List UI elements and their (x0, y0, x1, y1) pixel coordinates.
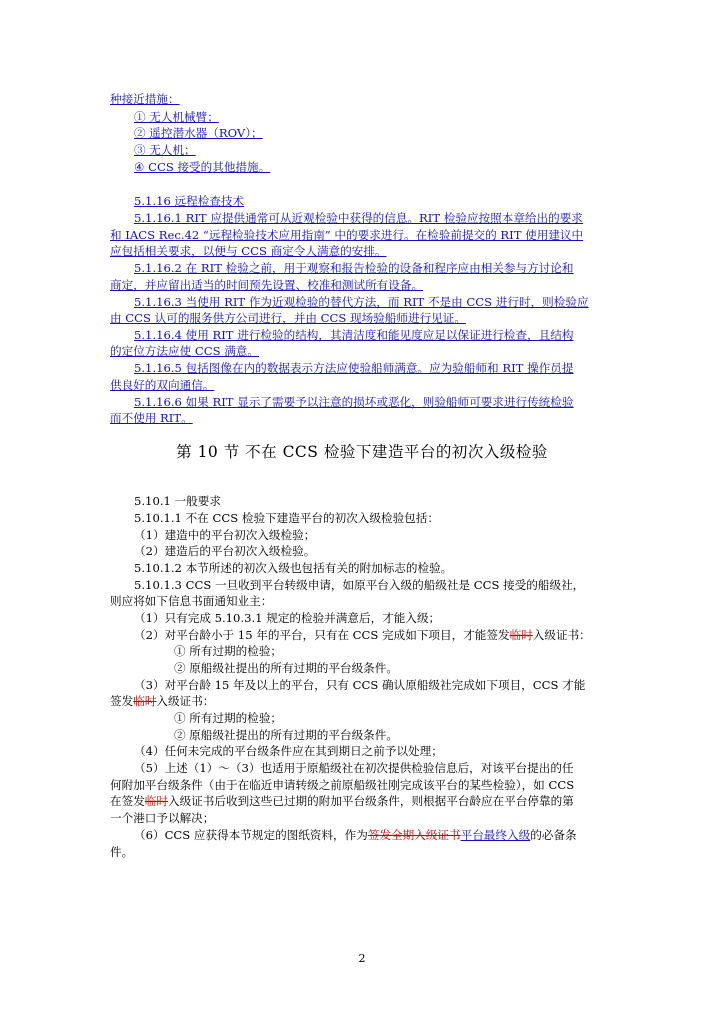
page-number: 2 (358, 952, 366, 965)
text-run: （5）上述（1）～（3）也适用于原船级社在初次提供检验信息后，对该平台提出的任 (134, 761, 574, 775)
text-run: ① 所有过期的检验； (174, 644, 283, 658)
text-run: ① 所有过期的检验； (174, 711, 283, 725)
text-line (134, 294, 638, 310)
text-line (134, 627, 638, 643)
text-line (134, 610, 638, 626)
text-line (174, 643, 678, 659)
inserted-text: 5.1.16 远程检查技术 (134, 194, 245, 208)
text-run: 入级证书： (156, 694, 215, 708)
inserted-text: 5.1.16.1 RIT 应提供通常可从近观检验中获得的信息。RIT 检验应按照本章给出的要求 (134, 211, 583, 225)
text-run: （2）对平台龄小于 15 年的平台，只有在 CCS 完成如下项目，才能签发 (134, 628, 510, 642)
text-line (134, 560, 638, 576)
text-line (134, 493, 638, 509)
text-line (110, 777, 614, 793)
inserted-text: 应包括相关要求，以便与 CCS 商定令人满意的安排。 (110, 244, 387, 258)
text-line (134, 543, 638, 559)
text-run: （1）只有完成 5.10.3.1 规定的检验并满意后，才能入级； (134, 611, 441, 625)
deleted-text: 签发全期入级证书 (367, 828, 461, 842)
text-run: 件。 (110, 845, 134, 859)
text-line (174, 710, 678, 726)
text-run: 5.10.1.3 CCS 一旦收到平台转级申请，如原平台入级的船级社是 CCS 接受的船级社， (134, 578, 585, 592)
text-line (110, 693, 614, 709)
text-run: （3）对平台龄 15 年及以上的平台，只有 CCS 确认原船级社完成如下项目，CCS 才能 (134, 678, 586, 692)
text-line (110, 410, 614, 426)
inserted-text: 而不使用 RIT。 (110, 411, 193, 425)
text-line (134, 260, 638, 276)
text-line (134, 577, 638, 593)
text-run: 何附加平台级条件（由于在临近申请转级之前原船级社刚完成该平台的某些检验），如 CCS (110, 778, 575, 792)
text-line (134, 677, 638, 693)
section-heading: 第 10 节 不在 CCS 检验下建造平台的初次入级检验 (176, 443, 548, 461)
text-run: 则应将如下信息书面通知业主： (110, 594, 273, 608)
text-run: 入级证书后收到这些已过期的附加平台级条件，则根据平台龄应在平台停靠的第 (168, 794, 574, 808)
text-line (134, 827, 638, 843)
text-run: 5.10.1 一般要求 (134, 494, 221, 508)
inserted-text: 种接近措施： (110, 92, 180, 106)
inserted-text: 由 CCS 认可的服务供方公司进行，并由 CCS 现场验船师进行见证。 (110, 311, 466, 325)
text-line (134, 760, 638, 776)
text-run: 5.10.1.1 不在 CCS 检验下建造平台的初次入级检验包括： (134, 511, 439, 525)
text-run: 签发 (110, 694, 134, 708)
text-line (134, 159, 638, 175)
text-run: 在签发 (110, 794, 145, 808)
text-run: 入级证书： (532, 628, 591, 642)
text-line (174, 660, 678, 676)
text-run: 的必备条 (530, 828, 577, 842)
text-line (110, 343, 614, 359)
text-line (110, 810, 614, 826)
inserted-text: 供良好的双向通信。 (110, 378, 215, 392)
text-line (134, 142, 638, 158)
text-run: 5.10.1.2 本节所述的初次入级也包括有关的附加标志的检验。 (134, 561, 453, 575)
inserted-text: 的定位方法应使 CCS 满意。 (110, 344, 259, 358)
text-line (110, 310, 614, 326)
text-run: 一个港口予以解决； (110, 811, 215, 825)
deleted-text: 临时 (509, 628, 533, 642)
text-run: ② 原船级社提出的所有过期的平台级条件。 (174, 728, 398, 742)
text-line (134, 210, 638, 226)
deleted-text: 临时 (144, 794, 168, 808)
text-line (134, 510, 638, 526)
inserted-text: ② 遥控潜水器（ROV）； (134, 126, 263, 140)
text-line (110, 277, 614, 293)
text-line (110, 243, 614, 259)
text-line (134, 125, 638, 141)
inserted-text: 和 IACS Rec.42 “远程检验技术应用指南” 中的要求进行。在检验前提交的 RIT 使用建议中 (110, 228, 584, 242)
inserted-text: ① 无人机械臂； (134, 110, 219, 124)
text-line (110, 593, 614, 609)
inserted-text: 5.1.16.2 在 RIT 检验之前，用于观察和报告检验的设备和程序应由相关参与方讨论和 (134, 261, 574, 275)
inserted-text: 5.1.16.4 使用 RIT 进行检验的结构，其清洁度和能见度应足以保证进行检查，且结构 (134, 328, 574, 342)
text-line (134, 193, 638, 209)
text-line (134, 327, 638, 343)
text-line (110, 377, 614, 393)
text-line (134, 394, 638, 410)
text-line (110, 793, 614, 809)
text-run: （4）任何未完成的平台级条件应在其到期日之前予以处理； (134, 744, 443, 758)
text-line (110, 91, 614, 107)
text-line (134, 109, 638, 125)
inserted-text: 5.1.16.5 包括图像在内的数据表示方法应使验船师满意。应为验船师和 RIT 操作员提 (134, 361, 574, 375)
inserted-text: 5.1.16.3 当使用 RIT 作为近观检验的替代方法，而 RIT 不是由 CCS 进行时，则检验应 (134, 295, 589, 309)
inserted-text: ③ 无人机； (134, 143, 196, 157)
text-line (174, 727, 678, 743)
inserted-text: 5.1.16.6 如果 RIT 显示了需要予以注意的损坏或恶化，则验船师可要求进行传统检验 (134, 395, 574, 409)
text-run: （2）建造后的平台初次入级检验。 (134, 544, 316, 558)
inserted-text: 商定，并应留出适当的时间预先设置、校准和测试所有设备。 (110, 278, 424, 292)
text-run: ② 原船级社提出的所有过期的平台级条件。 (174, 661, 398, 675)
text-line (110, 227, 614, 243)
deleted-text: 临时 (133, 694, 157, 708)
text-run: （6）CCS 应获得本节规定的图纸资料，作为 (134, 828, 368, 842)
inserted-text: 平台最终入级 (460, 828, 531, 842)
text-line (110, 844, 614, 860)
text-line (134, 743, 638, 759)
text-line (134, 527, 638, 543)
text-run: （1）建造中的平台初次入级检验； (134, 528, 316, 542)
text-line (134, 360, 638, 376)
inserted-text: ④ CCS 接受的其他措施。 (134, 160, 271, 174)
